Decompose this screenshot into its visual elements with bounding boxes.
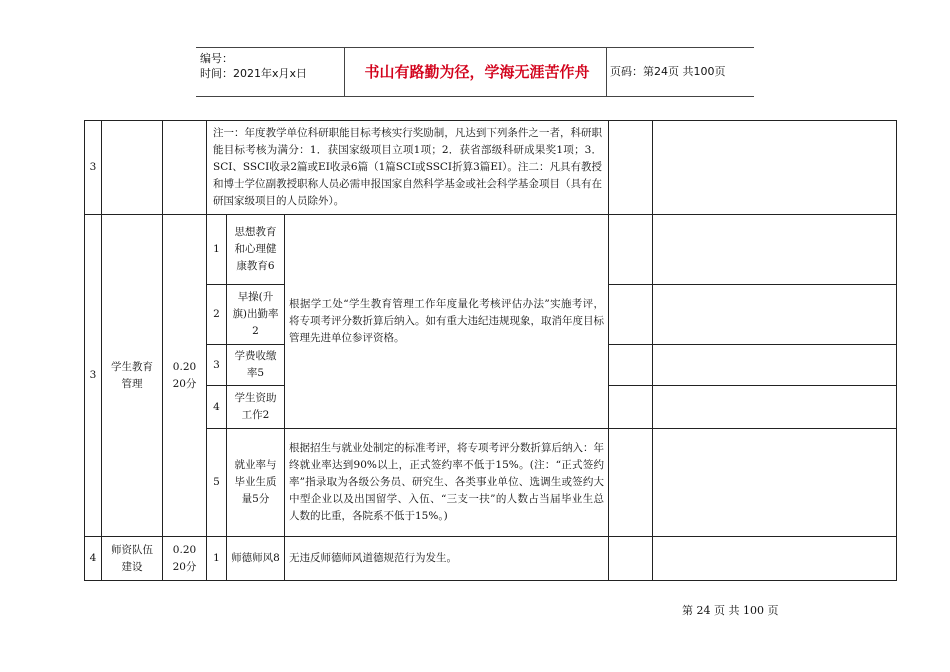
item-name: 思想教育和心理健康教育6: [227, 215, 285, 285]
section-index: 4: [85, 537, 102, 581]
item-name: 就业率与毕业生质量5分: [227, 429, 285, 537]
header-motto: 书山有路勤为径，学海无涯苦作舟: [364, 63, 590, 81]
empty-cell: [102, 121, 163, 215]
item-description: 无违反师德师风道德规范行为发生。: [285, 537, 609, 581]
table-row: [85, 215, 897, 285]
item-name: 学生资助工作2: [227, 386, 285, 429]
empty-cell: [609, 215, 653, 285]
empty-cell: [609, 121, 653, 215]
table-row: [85, 537, 897, 581]
empty-cell: [653, 215, 897, 285]
header-page-info: 页码：第24页 共100页: [610, 65, 726, 78]
empty-cell: [609, 285, 653, 345]
item-num: 3: [207, 345, 227, 386]
empty-cell: [653, 285, 897, 345]
empty-cell: [609, 537, 653, 581]
item-num: 1: [207, 537, 227, 581]
section-name: 师资队伍建设: [102, 537, 163, 581]
row-index: 3: [85, 121, 102, 215]
empty-cell: [653, 345, 897, 386]
item-name: 学费收缴率5: [227, 345, 285, 386]
item-num: 5: [207, 429, 227, 537]
section-index: 3: [85, 215, 102, 537]
header-meta: [200, 51, 307, 81]
header-divider: [606, 47, 607, 97]
empty-cell: [609, 386, 653, 429]
item-num: 1: [207, 215, 227, 285]
empty-cell: [163, 121, 207, 215]
header-bottom-rule: [196, 96, 754, 97]
item-num: 4: [207, 386, 227, 429]
item-name: 师德师风8: [227, 537, 285, 581]
item-num: 2: [207, 285, 227, 345]
assessment-table: [84, 120, 897, 581]
empty-cell: [653, 121, 897, 215]
time-label: 时间：2021年x月x日: [200, 67, 308, 80]
code-label: 编号：: [200, 52, 233, 65]
empty-cell: [609, 429, 653, 537]
header-divider: [344, 47, 345, 97]
page-header: [196, 47, 754, 97]
section-weight: 0.20 20分: [163, 215, 207, 537]
table-row: [85, 121, 897, 215]
empty-cell: [653, 429, 897, 537]
item-description: 根据招生与就业处制定的标准考评，将专项考评分数折算后纳入：年终就业率达到90%以上，正式签约率不低于15%。(注：“正式签约率”指录取为各级公务员、研究生、各类事业单位、选调生或签约大中型企业以及出国留学、入伍、“三支一扶”的人数占当届毕业生总人数的比重，各院系不低于15%。): [285, 429, 609, 537]
page-footer: 第 24 页 共 100 页: [682, 604, 779, 617]
item-name: 早操(升旗)出勤率2: [227, 285, 285, 345]
table-row: [85, 429, 897, 537]
section-weight: 0.20 20分: [163, 537, 207, 581]
item-description: 根据学工处“学生教育管理工作年度量化考核评估办法”实施考评，将专项考评分数折算后纳入。如有重大违纪违规现象，取消年度目标管理先进单位参评资格。: [285, 215, 609, 429]
empty-cell: [653, 537, 897, 581]
section-name: 学生教育管理: [102, 215, 163, 537]
empty-cell: [653, 386, 897, 429]
research-note: 注一：年度教学单位科研职能目标考核实行奖励制，凡达到下列条件之一者，科研职能目标考核为满分：1．获国家级项目立项1项；2．获省部级科研成果奖1项；3．SCI、SSCI收录2篇或EI收录6篇（1篇SCI或SSCI折算3篇EI）。注二：凡具有教授和博士学位副教授职称人员必需申报国家自然科学基金或社会科学基金项目（具有在研国家级项目的人员除外）。: [207, 121, 609, 215]
header-top-rule: [196, 47, 754, 48]
empty-cell: [609, 345, 653, 386]
